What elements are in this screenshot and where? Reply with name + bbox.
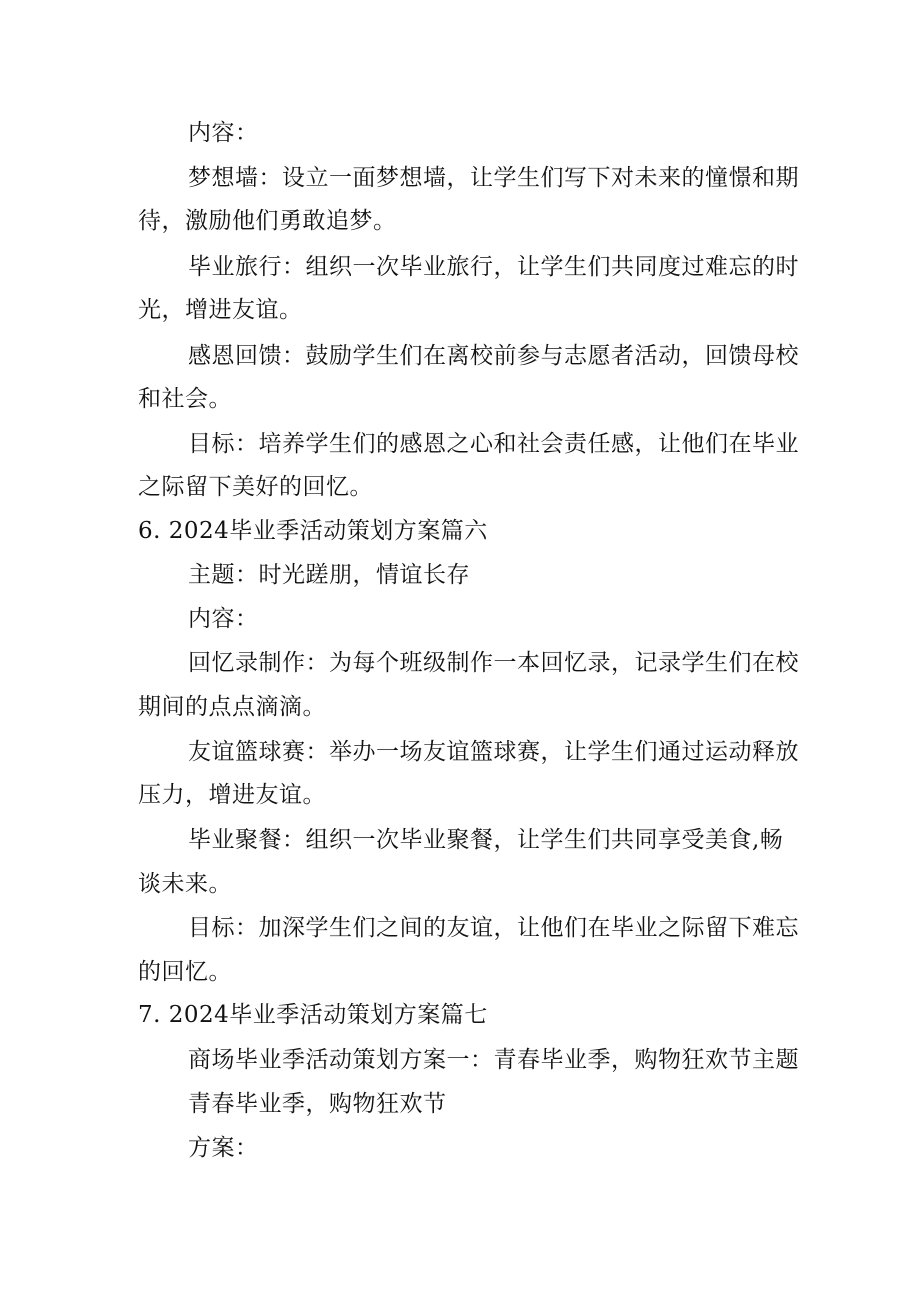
paragraph-line: 友谊篮球赛：举办一场友谊篮球赛，让学生们通过运动释放 xyxy=(188,739,799,765)
paragraph-line: 的回忆。 xyxy=(138,959,232,985)
content-label: 内容： xyxy=(188,606,259,632)
paragraph-line: 青春毕业季，购物狂欢节 xyxy=(188,1091,447,1117)
paragraph-line: 和社会。 xyxy=(138,386,232,412)
section-heading-7: 7. 2024毕业季活动策划方案篇七 xyxy=(138,1002,488,1028)
paragraph-line: 回忆录制作：为每个班级制作一本回忆录，记录学生们在校 xyxy=(188,650,799,676)
paragraph-line: 毕业聚餐：组织一次毕业聚餐，让学生们共同享受美食,畅 xyxy=(188,827,784,853)
content-label: 内容： xyxy=(188,120,259,146)
paragraph-line: 期间的点点滴滴。 xyxy=(138,694,326,720)
paragraph-line: 压力，增进友谊。 xyxy=(138,782,326,808)
plan-label: 方案： xyxy=(188,1135,259,1161)
paragraph-line: 梦想墙：设立一面梦想墙，让学生们写下对未来的憧憬和期 xyxy=(188,165,799,191)
paragraph-line: 谈未来。 xyxy=(138,871,232,897)
paragraph-line: 目标：培养学生们的感恩之心和社会责任感，让他们在毕业 xyxy=(188,431,799,457)
paragraph-line: 毕业旅行：组织一次毕业旅行，让学生们共同度过难忘的时 xyxy=(188,254,799,280)
paragraph-line: 商场毕业季活动策划方案一：青春毕业季，购物狂欢节主题 xyxy=(188,1047,799,1073)
theme-line: 主题：时光蹉朋，情谊长存 xyxy=(188,562,470,588)
paragraph-line: 光，增进友谊。 xyxy=(138,297,303,323)
paragraph-line: 目标：加深学生们之间的友谊，让他们在毕业之际留下难忘 xyxy=(188,915,799,941)
paragraph-line: 感恩回馈：鼓励学生们在离校前参与志愿者活动，回馈母校 xyxy=(188,343,799,369)
section-heading-6: 6. 2024毕业季活动策划方案篇六 xyxy=(138,518,488,544)
paragraph-line: 待，激励他们勇敢追梦。 xyxy=(138,208,397,234)
paragraph-line: 之际留下美好的回忆。 xyxy=(138,474,373,500)
